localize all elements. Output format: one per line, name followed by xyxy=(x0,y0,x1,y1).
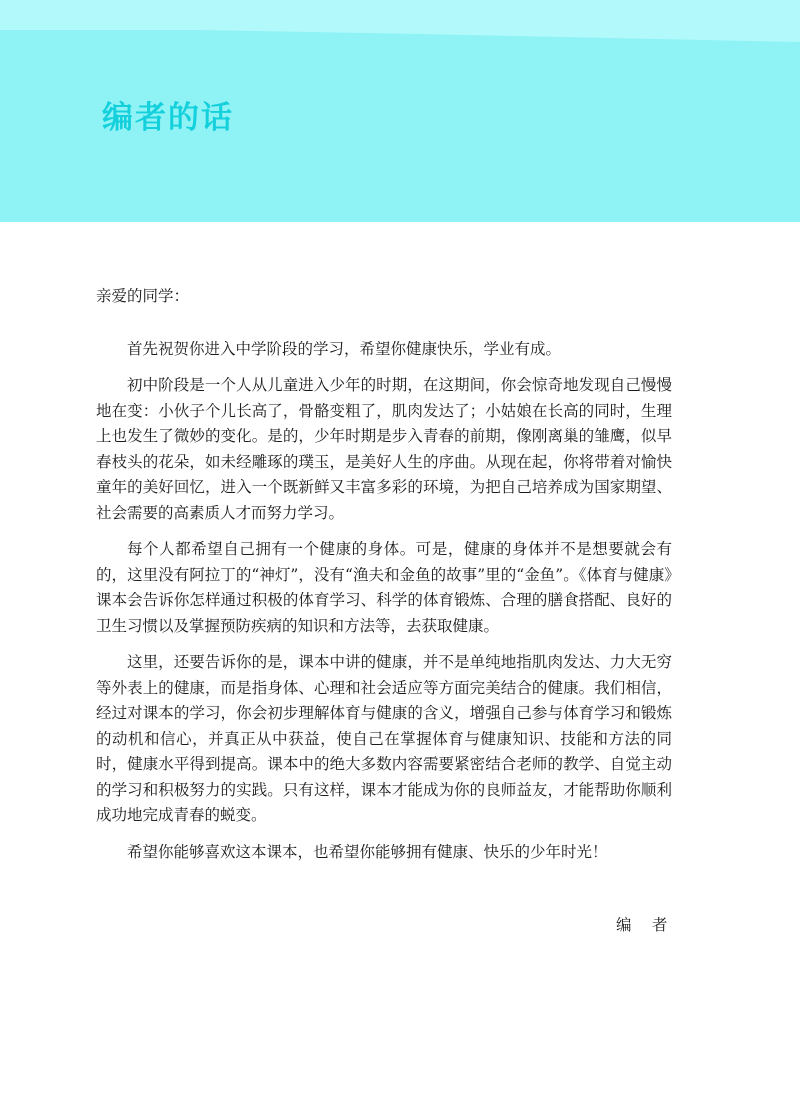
letter-paragraph: 这里，还要告诉你的是，课本中讲的健康，并不是单纯地指肌肉发达、力大无穷等外表上的健康，而是指身体、心理和社会适应等方面完美结合的健康。我们相信，经过对课本的学习，你会初步理解体育与健康的含义，增强自己参与体育学习和锻炼的动机和信心，并真正从中获益，使自己在掌握体育与健康知识、技能和方法的同时，健康水平得到提高。课本中的绝大多数内容需要紧密结合老师的教学、自觉主动的学习和积极努力的实践。只有这样，课本才能成为你的良师益友，才能帮助你顺利成功地完成青春的蜕变。 xyxy=(96,653,672,824)
letter-paragraph: 每个人都希望自己拥有一个健康的身体。可是，健康的身体并不是想要就会有的，这里没有阿拉丁的“神灯”，没有“渔夫和金鱼的故事”里的“金鱼”。《体育与健康》课本会告诉你怎样通过积极的体育学习、科学的体育锻炼、合理的膳食搭配、良好的卫生习惯以及掌握预防疾病的知识和方法等，去获取健康。 xyxy=(96,540,672,635)
letter-signature: 编 者 xyxy=(616,916,676,934)
letter-paragraph: 初中阶段是一个人从儿童进入少年的时期，在这期间，你会惊奇地发现自己慢慢地在变：小伙子个儿长高了，骨骼变粗了，肌肉发达了；小姑娘在长高的同时，生理上也发生了微妙的变化。是的，少年时期是步入青春的前期，像刚离巢的雏鹰，似早春枝头的花朵，如未经雕琢的璞玉，是美好人生的序曲。从现在起，你将带着对愉快童年的美好回忆，进入一个既新鲜又丰富多彩的环境，为把自己培养成为国家期望、社会需要的高素质人才而努力学习。 xyxy=(96,376,672,522)
letter-body xyxy=(96,284,672,876)
page-title: 编者的话 xyxy=(102,100,234,136)
letter-greeting: 亲爱的同学： xyxy=(96,287,190,305)
letter-paragraph: 希望你能够喜欢这本课本，也希望你能够拥有健康、快乐的少年时光！ xyxy=(127,842,608,861)
banner-highlight-wave xyxy=(0,0,800,42)
letter-paragraph: 首先祝贺你进入中学阶段的学习，希望你健康快乐，学业有成。 xyxy=(127,339,562,358)
header-banner xyxy=(0,0,800,222)
